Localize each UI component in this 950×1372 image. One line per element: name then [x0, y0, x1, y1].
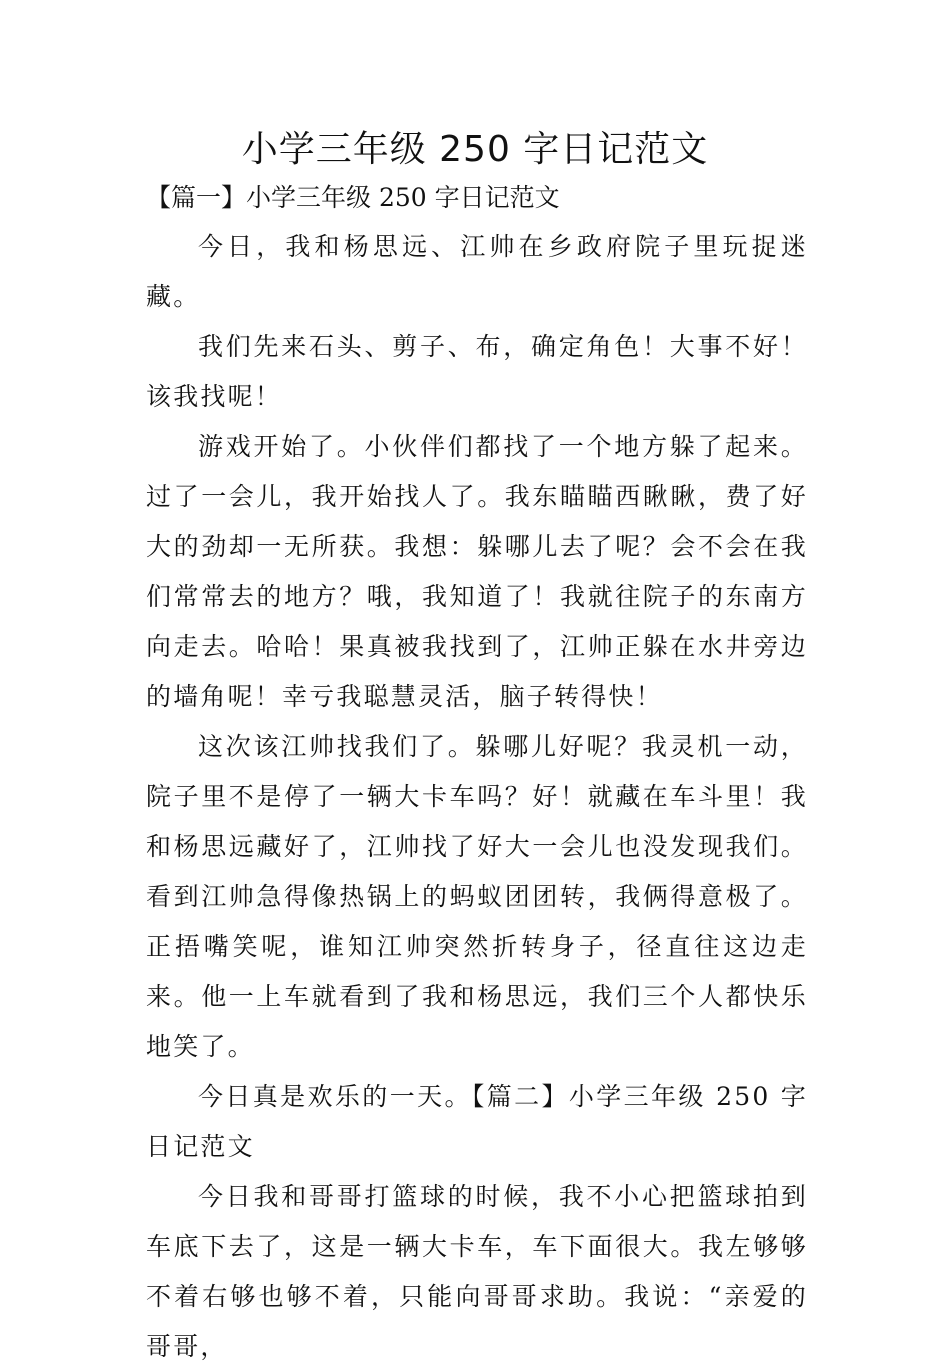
- paragraph: 我们先来石头、剪子、布，确定角色！大事不好！该我找呢！: [146, 332, 808, 411]
- document-title: 小学三年级 250 字日记范文: [241, 129, 709, 170]
- paragraph: 今日我和哥哥打篮球的时候，我不小心把篮球拍到车底下去了，这是一辆大卡车，车下面很大。我左够够不着右够也够不着，只能向哥哥求助。我说：“亲爱的哥哥，: [146, 1182, 808, 1361]
- paragraph: 游戏开始了。小伙伴们都找了一个地方躲了起来。过了一会儿，我开始找人了。我东瞄瞄西瞅瞅，费了好大的劲却一无所获。我想：躲哪儿去了呢？会不会在我们常常去的地方？哦，我知道了！我就往院子的东南方向走去。哈哈！果真被我找到了，江帅正躲在水井旁边的墙角呢！幸亏我聪慧灵活，脑子转得快！: [146, 432, 808, 711]
- document-body: [146, 222, 808, 1372]
- section-heading: 【篇一】小学三年级 250 字日记范文: [146, 183, 560, 212]
- paragraph: 今日真是欢乐的一天。【篇二】小学三年级 250 字日记范文: [146, 1082, 808, 1161]
- paragraph: 今日，我和杨思远、江帅在乡政府院子里玩捉迷藏。: [146, 232, 808, 311]
- paragraph: 这次该江帅找我们了。躲哪儿好呢？我灵机一动，院子里不是停了一辆大卡车吗？好！就藏在车斗里！我和杨思远藏好了，江帅找了好大一会儿也没发现我们。看到江帅急得像热锅上的蚂蚁团团转，我俩得意极了。正捂嘴笑呢，谁知江帅突然折转身子，径直往这边走来。他一上车就看到了我和杨思远，我们三个人都快乐地笑了。: [146, 732, 808, 1061]
